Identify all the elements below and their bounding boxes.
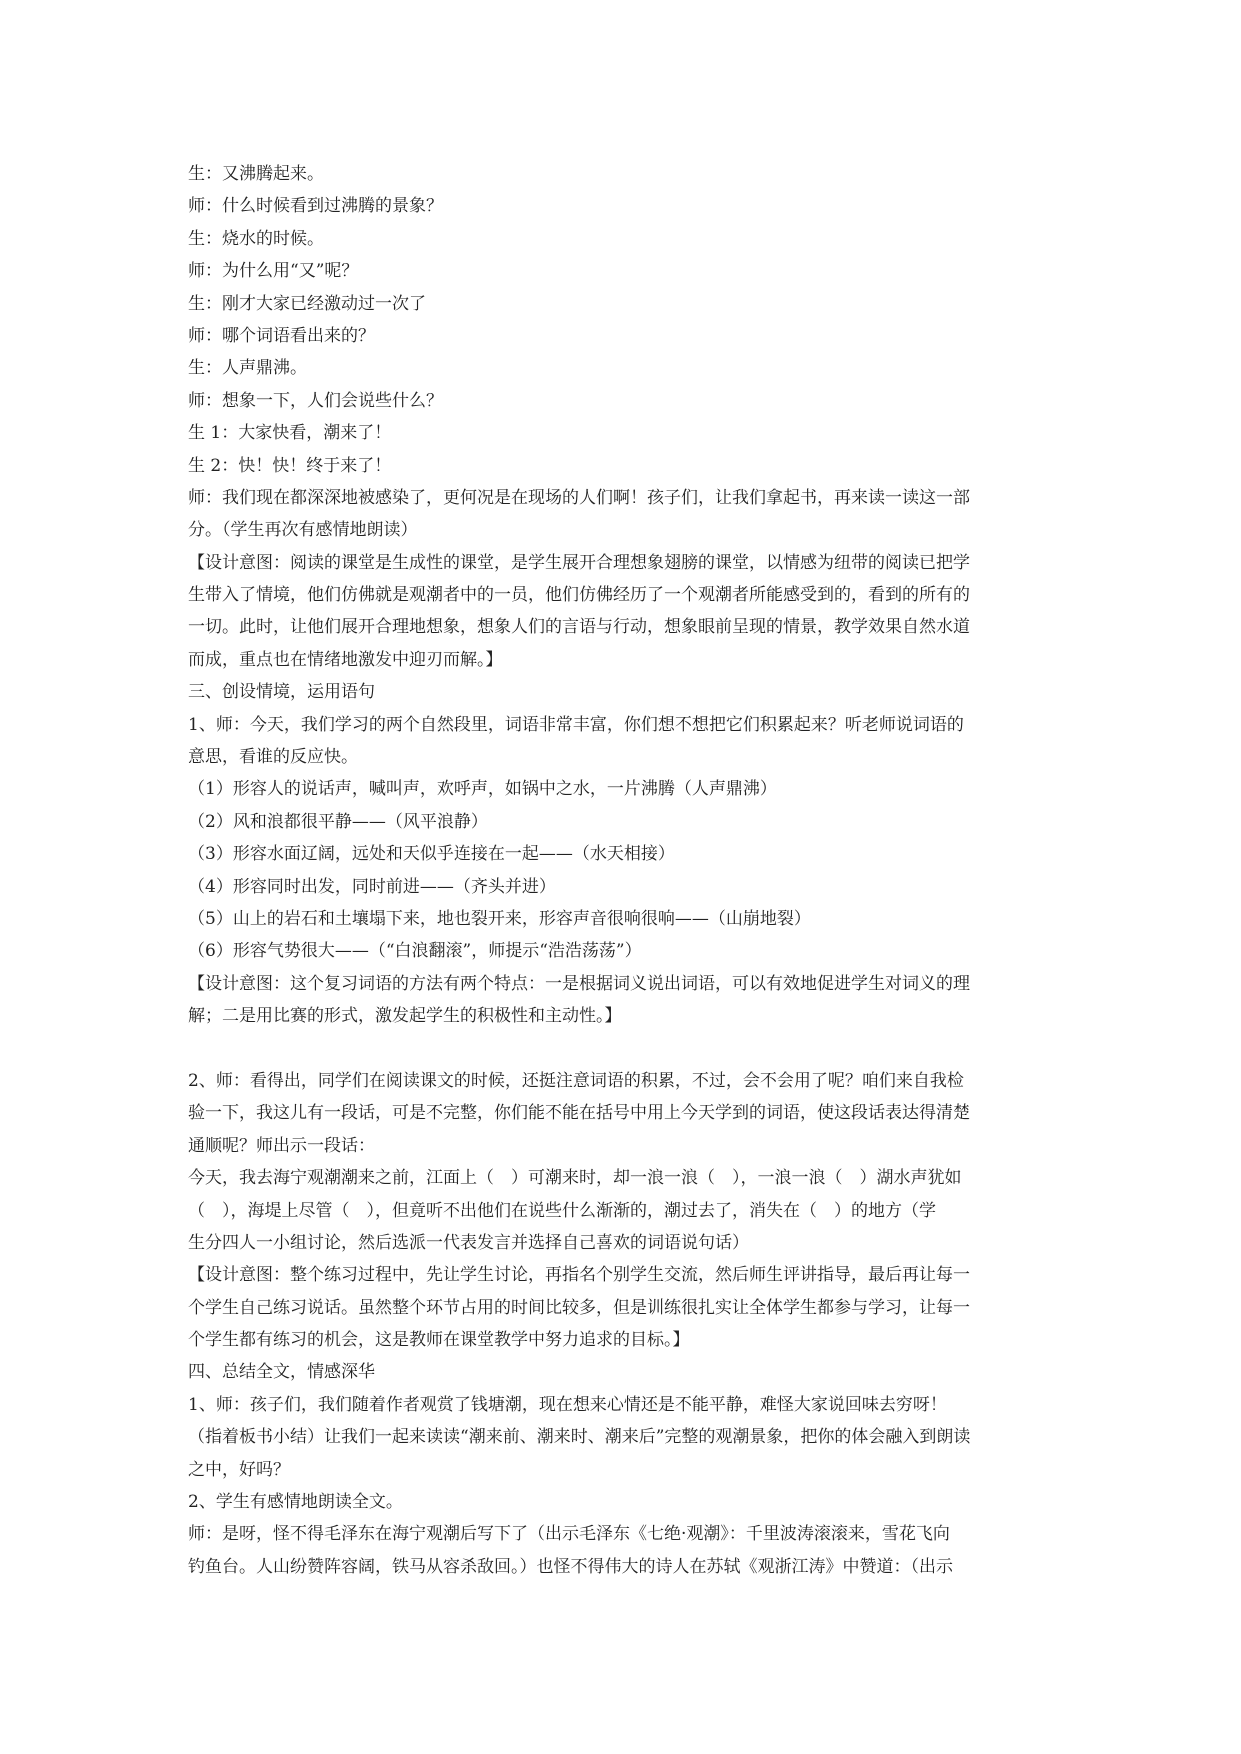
design-intent-line: 个学生都有练习的机会，这是教师在课堂教学中努力追求的目标。】 <box>188 1330 690 1351</box>
exercise-line: （ ），海堤上尽管（ ），但竟听不出他们在说些什么渐渐的，潮过去了，消失在（ ）的地方（学 <box>188 1200 936 1221</box>
design-intent-line: 个学生自己练习说话。虽然整个环节占用的时间比较多，但是训练很扎实让全体学生都参与学习，让每一 <box>188 1297 970 1318</box>
text-line: 师：为什么用“又”呢？ <box>188 261 359 282</box>
text-line: 生：人声鼎沸。 <box>188 358 307 379</box>
exercise-line: 今天，我去海宁观潮潮来之前，江面上（ ）可潮来时，却一浪一浪（ ），一浪一浪（ ）湖水声犹如 <box>188 1168 962 1189</box>
text-line: 生：又沸腾起来。 <box>188 164 324 184</box>
text-line: 1、师：孩子们，我们随着作者观赏了钱塘潮，现在想来心情还是不能平静，难怪大家说回味去穷呀！ <box>188 1394 947 1415</box>
text-line: 生 1：大家快看，潮来了！ <box>188 423 392 444</box>
text-line: 生：刚才大家已经激动过一次了 <box>188 293 426 314</box>
text-line: 通顺呢？师出示一段话： <box>188 1135 375 1156</box>
vocab-item: （2）风和浪都很平静——（风平浪静） <box>188 811 488 832</box>
text-line: （指着板书小结）让我们一起来读读“潮来前、潮来时、潮来后”完整的观潮景象，把你的体会融入到朗读 <box>188 1427 971 1448</box>
text-line: 师：什么时候看到过沸腾的景象？ <box>188 196 443 217</box>
vocab-item: （6）形容气势很大——（“白浪翻滚”，师提示“浩浩荡荡”） <box>188 941 642 962</box>
exercise-line: 生分四人一小组讨论，然后选派一代表发言并选择自己喜欢的词语说句话） <box>188 1232 749 1253</box>
text-line: 之中，好吗？ <box>188 1459 290 1480</box>
text-line: 意思，看谁的反应快。 <box>188 747 358 768</box>
text-line: 师：哪个词语看出来的？ <box>188 325 375 346</box>
document-body <box>188 158 1050 1583</box>
text-line: 分。（学生再次有感情地朗读） <box>188 520 418 541</box>
text-line: 2、师：看得出，同学们在阅读课文的时候，还挺注意词语的积累，不过，会不会用了呢？咱们来自我检 <box>188 1070 964 1091</box>
vocab-item: （4）形容同时出发，同时前进——（齐头并进） <box>188 876 556 897</box>
vocab-item: （1）形容人的说话声，喊叫声，欢呼声，如锅中之水，一片沸腾（人声鼎沸） <box>188 779 777 800</box>
blank-line <box>188 1033 1050 1065</box>
text-line: 师：想象一下，人们会说些什么？ <box>188 390 443 411</box>
text-line: 生：烧水的时候。 <box>188 228 324 249</box>
text-line: 2、学生有感情地朗读全文。 <box>188 1492 403 1513</box>
design-intent-line: 一切。此时，让他们展开合理地想象，想象人们的言语与行动，想象眼前呈现的情景，教学效果自然水道 <box>188 617 970 638</box>
text-line: 验一下，我这儿有一段话，可是不完整，你们能不能在括号中用上今天学到的词语，使这段话表达得清楚 <box>188 1103 970 1124</box>
design-intent-line: 【设计意图：整个练习过程中，先让学生讨论，再指名个别学生交流，然后师生评讲指导，最后再让每一 <box>188 1265 970 1286</box>
vocab-item: （5）山上的岩石和土壤塌下来，地也裂开来，形容声音很响很响——（山崩地裂） <box>188 908 811 929</box>
text-line: 生 2：快！快！终于来了！ <box>188 455 392 476</box>
design-intent-line: 解；二是用比赛的形式，激发起学生的积极性和主动性。】 <box>188 1006 622 1027</box>
design-intent-line: 生带入了情境，他们仿佛就是观潮者中的一员，他们仿佛经历了一个观潮者所能感受到的，看到的所有的 <box>188 585 970 606</box>
text-line: 师：我们现在都深深地被感染了，更何况是在现场的人们啊！孩子们，让我们拿起书，再来读一读这一部 <box>188 487 970 508</box>
design-intent-line: 而成，重点也在情绪地激发中迎刃而解。】 <box>188 649 503 670</box>
text-line: 1、师：今天，我们学习的两个自然段里，词语非常丰富，你们想不想把它们积累起来？听老师说词语的 <box>188 714 964 735</box>
section-heading: 三、创设情境，运用语句 <box>188 682 375 703</box>
text-line: 师：是呀，怪不得毛泽东在海宁观潮后写下了（出示毛泽东《七绝·观潮》：千里波涛滚滚来，雪花飞向 <box>188 1524 950 1545</box>
text-line: 钓鱼台。人山纷赞阵容阔，铁马从容杀敌回。）也怪不得伟大的诗人在苏轼《观浙江涛》中赞道：（出示 <box>188 1556 953 1577</box>
section-heading: 四、总结全文，情感深华 <box>188 1362 375 1383</box>
design-intent-line: 【设计意图：这个复习词语的方法有两个特点：一是根据词义说出词语，可以有效地促进学生对词义的理 <box>188 973 970 994</box>
vocab-item: （3）形容水面辽阔，远处和天似乎连接在一起——（水天相接） <box>188 844 675 865</box>
design-intent-line: 【设计意图：阅读的课堂是生成性的课堂，是学生展开合理想象翅膀的课堂，以情感为纽带的阅读已把学 <box>188 552 970 573</box>
